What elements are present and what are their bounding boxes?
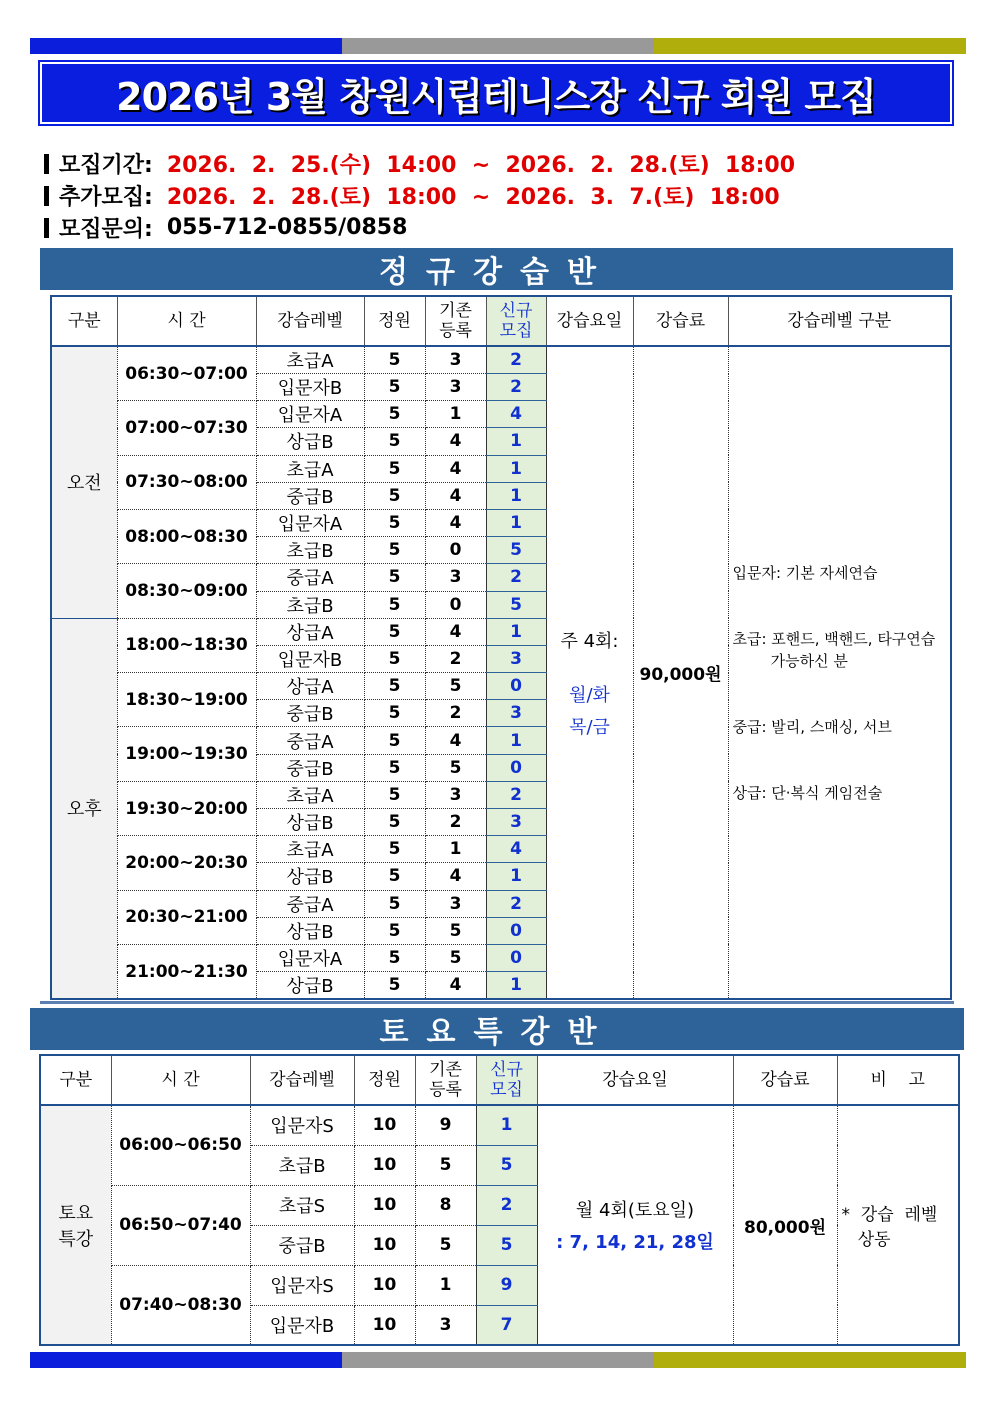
time-cell: 08:30~09:00 bbox=[117, 564, 256, 618]
sat-header-level: 강습레벨 bbox=[250, 1055, 354, 1105]
days-mon-tue: 월/화 bbox=[569, 684, 610, 706]
new-cell: 1 bbox=[486, 455, 546, 482]
existing-cell: 5 bbox=[415, 1225, 476, 1265]
capacity-cell: 5 bbox=[364, 455, 425, 482]
new-cell: 1 bbox=[476, 1105, 537, 1145]
existing-cell: 4 bbox=[425, 863, 486, 890]
existing-cell: 4 bbox=[425, 455, 486, 482]
new-cell: 5 bbox=[476, 1225, 537, 1265]
existing-cell: 2 bbox=[425, 700, 486, 727]
capacity-cell: 10 bbox=[354, 1105, 415, 1145]
saturday-section-heading: 토요특강반 bbox=[30, 1008, 964, 1050]
regular-class-table bbox=[50, 295, 952, 1000]
table-row bbox=[51, 346, 951, 374]
sat-header-days: 강습요일 bbox=[537, 1055, 733, 1105]
level-description: 중급: 발리, 스매싱, 서브 bbox=[732, 717, 892, 736]
level-cell: 입문자S bbox=[250, 1265, 354, 1305]
level-descriptions bbox=[728, 346, 951, 999]
existing-cell: 5 bbox=[425, 944, 486, 971]
level-cell: 입문자A bbox=[256, 509, 364, 536]
time-cell: 19:30~20:00 bbox=[117, 781, 256, 835]
capacity-cell: 10 bbox=[354, 1225, 415, 1265]
page-title: 2026년 3월 창원시립테니스장 신규 회원 모집 bbox=[40, 62, 952, 124]
new-cell: 4 bbox=[486, 836, 546, 863]
saturday-frequency: 월 4회(토요일) bbox=[575, 1200, 695, 1221]
level-cell: 초급A bbox=[256, 836, 364, 863]
new-cell: 3 bbox=[486, 809, 546, 836]
capacity-cell: 5 bbox=[364, 482, 425, 509]
capacity-cell: 5 bbox=[364, 863, 425, 890]
time-cell: 18:30~19:00 bbox=[117, 673, 256, 727]
existing-cell: 4 bbox=[425, 618, 486, 645]
level-cell: 중급B bbox=[256, 754, 364, 781]
level-cell: 중급A bbox=[256, 890, 364, 917]
level-cell: 상급A bbox=[256, 673, 364, 700]
level-cell: 중급B bbox=[256, 482, 364, 509]
time-cell: 07:40~08:30 bbox=[111, 1265, 250, 1345]
existing-cell: 3 bbox=[425, 564, 486, 591]
level-cell: 상급A bbox=[256, 618, 364, 645]
existing-cell: 5 bbox=[425, 673, 486, 700]
sat-header-new: 신규 모집 bbox=[476, 1055, 537, 1105]
existing-cell: 4 bbox=[425, 727, 486, 754]
time-cell: 18:00~18:30 bbox=[117, 618, 256, 672]
new-cell: 5 bbox=[476, 1145, 537, 1185]
level-cell: 중급B bbox=[250, 1225, 354, 1265]
new-cell: 2 bbox=[486, 890, 546, 917]
sat-header-note: 비 고 bbox=[837, 1055, 959, 1105]
new-cell: 5 bbox=[486, 591, 546, 618]
capacity-cell: 5 bbox=[364, 890, 425, 917]
capacity-cell: 5 bbox=[364, 972, 425, 1000]
saturday-note: * 강습 레벨 상동 bbox=[837, 1105, 959, 1345]
info-contact bbox=[44, 212, 407, 243]
top-color-stripe bbox=[30, 38, 966, 54]
level-cell: 중급A bbox=[256, 564, 364, 591]
capacity-cell: 10 bbox=[354, 1145, 415, 1185]
table-row bbox=[40, 1105, 959, 1145]
existing-cell: 9 bbox=[415, 1105, 476, 1145]
level-cell: 초급S bbox=[250, 1185, 354, 1225]
time-cell: 06:50~07:40 bbox=[111, 1185, 250, 1265]
level-cell: 상급B bbox=[256, 428, 364, 455]
info-additional-value: 2026. 2. 28.(토) 18:00 ~ 2026. 3. 7.(토) 18:00 bbox=[166, 185, 780, 210]
days-thu-fri: 목/금 bbox=[569, 716, 610, 738]
division-saturday: 토요 특강 bbox=[40, 1105, 111, 1345]
capacity-cell: 10 bbox=[354, 1185, 415, 1225]
info-period-label: 모집기간: bbox=[59, 153, 153, 178]
existing-cell: 5 bbox=[425, 917, 486, 944]
capacity-cell: 5 bbox=[364, 645, 425, 672]
days-frequency: 주 4회: bbox=[560, 630, 619, 652]
capacity-cell: 5 bbox=[364, 564, 425, 591]
time-cell: 07:00~07:30 bbox=[117, 401, 256, 455]
new-cell: 1 bbox=[486, 618, 546, 645]
existing-cell: 3 bbox=[415, 1305, 476, 1345]
info-additional-label: 추가모집: bbox=[59, 185, 153, 210]
capacity-cell: 5 bbox=[364, 401, 425, 428]
time-cell: 06:00~06:50 bbox=[111, 1105, 250, 1185]
level-cell: 입문자A bbox=[256, 401, 364, 428]
capacity-cell: 5 bbox=[364, 346, 425, 374]
existing-cell: 5 bbox=[425, 754, 486, 781]
new-cell: 1 bbox=[486, 428, 546, 455]
new-cell: 1 bbox=[486, 509, 546, 536]
sat-header-time: 시 간 bbox=[111, 1055, 250, 1105]
capacity-cell: 5 bbox=[364, 809, 425, 836]
header-fee: 강습료 bbox=[633, 296, 728, 346]
level-cell: 입문자B bbox=[256, 645, 364, 672]
time-cell: 06:30~07:00 bbox=[117, 346, 256, 401]
time-cell: 07:30~08:00 bbox=[117, 455, 256, 509]
new-cell: 0 bbox=[486, 673, 546, 700]
sat-header-division: 구분 bbox=[40, 1055, 111, 1105]
level-description: 입문자: 기본 자세연습 bbox=[732, 563, 878, 582]
capacity-cell: 5 bbox=[364, 836, 425, 863]
capacity-cell: 5 bbox=[364, 673, 425, 700]
class-days bbox=[546, 346, 633, 999]
info-additional bbox=[44, 180, 780, 211]
saturday-class-days bbox=[537, 1105, 733, 1345]
existing-cell: 1 bbox=[425, 836, 486, 863]
new-cell: 1 bbox=[486, 972, 546, 1000]
existing-cell: 1 bbox=[425, 401, 486, 428]
level-cell: 입문자B bbox=[256, 374, 364, 401]
time-cell: 08:00~08:30 bbox=[117, 509, 256, 563]
new-cell: 1 bbox=[486, 863, 546, 890]
division-pm: 오후 bbox=[51, 618, 117, 999]
saturday-class-fee: 80,000원 bbox=[733, 1105, 837, 1345]
existing-cell: 3 bbox=[425, 781, 486, 808]
existing-cell: 4 bbox=[425, 509, 486, 536]
capacity-cell: 5 bbox=[364, 537, 425, 564]
new-cell: 4 bbox=[486, 401, 546, 428]
time-cell: 20:30~21:00 bbox=[117, 890, 256, 944]
existing-cell: 8 bbox=[415, 1185, 476, 1225]
section-divider bbox=[40, 1001, 954, 1004]
time-cell: 19:00~19:30 bbox=[117, 727, 256, 781]
capacity-cell: 5 bbox=[364, 374, 425, 401]
header-level: 강습레벨 bbox=[256, 296, 364, 346]
new-cell: 2 bbox=[486, 374, 546, 401]
header-division: 구분 bbox=[51, 296, 117, 346]
existing-cell: 4 bbox=[425, 482, 486, 509]
sat-header-capacity: 정원 bbox=[354, 1055, 415, 1105]
new-cell: 0 bbox=[486, 917, 546, 944]
header-capacity: 정원 bbox=[364, 296, 425, 346]
capacity-cell: 5 bbox=[364, 618, 425, 645]
new-cell: 2 bbox=[486, 781, 546, 808]
capacity-cell: 5 bbox=[364, 754, 425, 781]
existing-cell: 2 bbox=[425, 809, 486, 836]
sat-header-existing: 기존 등록 bbox=[415, 1055, 476, 1105]
capacity-cell: 10 bbox=[354, 1265, 415, 1305]
sat-header-fee: 강습료 bbox=[733, 1055, 837, 1105]
existing-cell: 5 bbox=[415, 1145, 476, 1185]
new-cell: 0 bbox=[486, 754, 546, 781]
level-cell: 입문자S bbox=[250, 1105, 354, 1145]
header-new: 신규 모집 bbox=[486, 296, 546, 346]
new-cell: 9 bbox=[476, 1265, 537, 1305]
existing-cell: 3 bbox=[425, 346, 486, 374]
new-cell: 2 bbox=[476, 1185, 537, 1225]
capacity-cell: 5 bbox=[364, 428, 425, 455]
existing-cell: 0 bbox=[425, 591, 486, 618]
level-cell: 초급A bbox=[256, 346, 364, 374]
level-cell: 중급A bbox=[256, 727, 364, 754]
level-cell: 초급A bbox=[256, 455, 364, 482]
capacity-cell: 5 bbox=[364, 917, 425, 944]
saturday-dates: : 7, 14, 21, 28일 bbox=[556, 1232, 714, 1253]
existing-cell: 3 bbox=[425, 374, 486, 401]
level-cell: 중급B bbox=[256, 700, 364, 727]
capacity-cell: 10 bbox=[354, 1305, 415, 1345]
level-cell: 상급B bbox=[256, 863, 364, 890]
level-cell: 입문자A bbox=[256, 944, 364, 971]
level-cell: 상급B bbox=[256, 917, 364, 944]
class-fee: 90,000원 bbox=[633, 346, 728, 999]
capacity-cell: 5 bbox=[364, 591, 425, 618]
level-cell: 입문자B bbox=[250, 1305, 354, 1345]
level-cell: 초급A bbox=[256, 781, 364, 808]
header-existing: 기존 등록 bbox=[425, 296, 486, 346]
existing-cell: 1 bbox=[415, 1265, 476, 1305]
level-cell: 상급B bbox=[256, 809, 364, 836]
new-cell: 3 bbox=[486, 700, 546, 727]
level-cell: 상급B bbox=[256, 972, 364, 1000]
capacity-cell: 5 bbox=[364, 727, 425, 754]
capacity-cell: 5 bbox=[364, 944, 425, 971]
header-time: 시 간 bbox=[117, 296, 256, 346]
existing-cell: 4 bbox=[425, 972, 486, 1000]
info-contact-label: 모집문의: bbox=[59, 217, 153, 242]
info-contact-value: 055-712-0855/0858 bbox=[166, 215, 408, 240]
header-level-info: 강습레벨 구분 bbox=[728, 296, 951, 346]
bottom-color-stripe bbox=[30, 1352, 966, 1368]
new-cell: 1 bbox=[486, 482, 546, 509]
level-description: 초급: 포핸드, 백핸드, 타구연습 가능하신 분 bbox=[732, 629, 936, 670]
info-period bbox=[44, 148, 795, 179]
level-cell: 초급B bbox=[250, 1145, 354, 1185]
saturday-class-table bbox=[39, 1054, 960, 1346]
new-cell: 1 bbox=[486, 727, 546, 754]
new-cell: 2 bbox=[486, 346, 546, 374]
info-period-value: 2026. 2. 25.(수) 14:00 ~ 2026. 2. 28.(토) 18:00 bbox=[166, 153, 796, 178]
level-cell: 초급B bbox=[256, 537, 364, 564]
new-cell: 5 bbox=[486, 537, 546, 564]
existing-cell: 3 bbox=[425, 890, 486, 917]
new-cell: 3 bbox=[486, 645, 546, 672]
time-cell: 20:00~20:30 bbox=[117, 836, 256, 890]
capacity-cell: 5 bbox=[364, 700, 425, 727]
new-cell: 2 bbox=[486, 564, 546, 591]
header-days: 강습요일 bbox=[546, 296, 633, 346]
new-cell: 0 bbox=[486, 944, 546, 971]
level-description: 상급: 단·복식 게임전술 bbox=[732, 783, 883, 802]
new-cell: 7 bbox=[476, 1305, 537, 1345]
existing-cell: 2 bbox=[425, 645, 486, 672]
existing-cell: 4 bbox=[425, 428, 486, 455]
regular-section-heading: 정규강습반 bbox=[40, 248, 953, 290]
capacity-cell: 5 bbox=[364, 509, 425, 536]
time-cell: 21:00~21:30 bbox=[117, 944, 256, 999]
capacity-cell: 5 bbox=[364, 781, 425, 808]
existing-cell: 0 bbox=[425, 537, 486, 564]
division-am: 오전 bbox=[51, 346, 117, 618]
level-cell: 초급B bbox=[256, 591, 364, 618]
